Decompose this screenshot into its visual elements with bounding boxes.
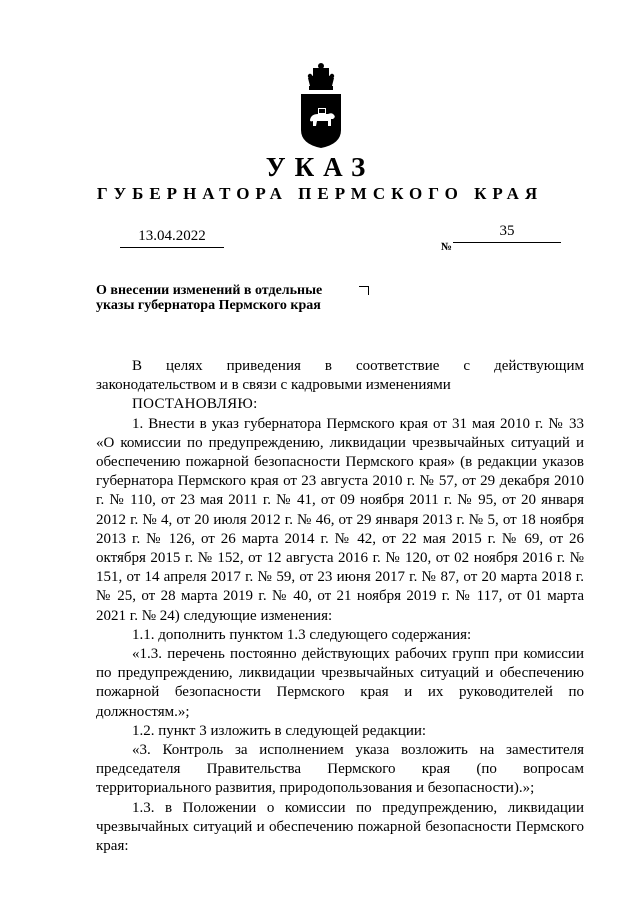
decree-subject	[96, 283, 356, 313]
decree-date: 13.04.2022	[120, 228, 224, 248]
shield-icon	[301, 94, 341, 148]
decree-keyword: ПОСТАНОВЛЯЮ:	[132, 396, 258, 413]
subject-corner-mark	[359, 286, 369, 295]
subject-line-1: О внесении изменений в отдельные	[96, 283, 323, 298]
intro-paragraph: В целях приведения в соответствие с действующим законодательством и в связи с кадровыми изменениями	[96, 358, 584, 394]
number-label: №	[441, 241, 453, 253]
paragraph-1-3: 1.3. в Положении о комиссии по предупреждению, ликвидации чрезвычайных ситуаций и обеспечению пожарной безопасности Пермского края:	[96, 799, 584, 855]
paragraph-1: 1. Внести в указ губернатора Пермского края от 31 мая 2010 г. № 33 «О комиссии по предупреждению, ликвидации чрезвычайных ситуаций и обеспечению пожарной безопасности Пермского края» (в редакции указов губернатора Пермского края от 23 августа 2010 г. № 57, от 29 декабря 2010 г. № 110, от 23 мая 2011 г. № 41, от 09 ноября 2011 г. № 95, от 20 января 2012 г. № 4, от 20 июля 2012 г. № 46, от 29 января 2013 г. № 5, от 18 ноября 2013 г. № 126, от 26 марта 2014 г. № 42, от 22 мая 2015 г. № 69, от 26 октября 2015 г. № 152, от 12 августа 2016 г. № 120, от 02 ноября 2016 г. № 151, от 14 апреля 2017 г. № 59, от 23 июня 2017 г. № 87, от 20 марта 2018 г. № 25, от 28 марта 2019 г. № 40, от 21 ноября 2019 г. № 117, от 01 марта 2021 г. № 24) следующие изменения:	[96, 415, 584, 624]
crown-icon	[308, 63, 334, 90]
document-subtitle: ГУБЕРНАТОРА ПЕРМСКОГО КРАЯ	[96, 184, 544, 203]
subject-line-2: указы губернатора Пермского края	[96, 298, 321, 313]
document-title: УКАЗ	[265, 152, 375, 182]
coat-of-arms-emblem	[296, 62, 346, 150]
decree-number: 35	[453, 223, 561, 243]
paragraph-1-2-text: «3. Контроль за исполнением указа возложить на заместителя председателя Правительства Пермского края (по вопросам территориального развития, природопользования и безопасности).»;	[96, 742, 584, 797]
paragraph-1-1-text: «1.3. перечень постоянно действующих рабочих групп при комиссии по предупреждению, ликвидации чрезвычайных ситуаций и обеспечению пожарной безопасности Пермского края и их руководителей по должностям.»;	[96, 646, 584, 720]
paragraph-1-2: 1.2. пункт 3 изложить в следующей редакции:	[132, 722, 427, 739]
paragraph-1-1: 1.1. дополнить пунктом 1.3 следующего содержания:	[132, 626, 472, 643]
decree-body	[96, 357, 584, 856]
